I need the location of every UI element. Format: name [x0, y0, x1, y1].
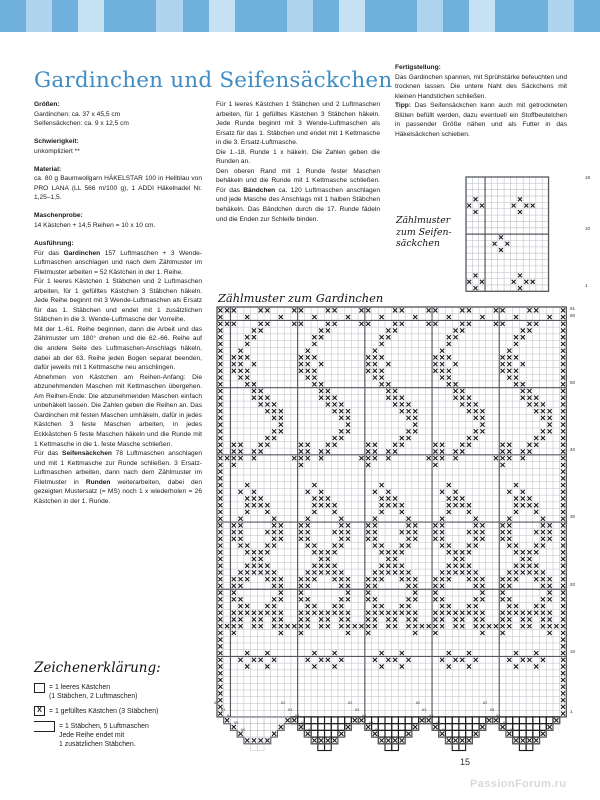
section-heading: Material:: [34, 165, 62, 173]
body-paragraph: Tipp: Das Seifensäckchen kann auch mit getrockneten Blüten befüllt werden, dazu eventuell ein Stoffbeutelchen in passender Größe nähen und als Futter in das Häkelsäckchen schieben.: [395, 102, 567, 138]
big-chart-gardinchen: [216, 306, 567, 762]
body-paragraph: Für 1 leeres Kästchen 1 Stäbchen und 2 Luftmaschen arbeiten, für 1 gefülltes Kästchen 3 Stäbchen häkeln. Jede Reihe beginnt mit 3 Wende-Luftmaschen als Ersatz für das 1. Stäbchen und endet mit 1 zusätzlichen Stäbchen in die 3. Wende-Luftmasche der Vorreihe.: [34, 278, 202, 324]
body-paragraph: Die 1.-18. Runde 1 x häkeln. Die Zahlen geben die Runden an.: [216, 148, 380, 166]
body-paragraph: Für 1 leeres Kästchen 1 Stäbchen und 2 Luftmaschen arbeiten, für 1 gefülltes Kästchen 3 Stäbchen häkeln. Jede Runde beginnt mit 3 Wende-Luftmaschen als Ersatz für das 1. Stäbchen und endet mit 1 Kettmasche in die 3. Ersatz-Luftmasche.: [216, 101, 380, 147]
stripe-segment: [548, 0, 574, 32]
section-heading: Größen:: [34, 101, 60, 108]
body-paragraph: Gardinchen: ca. 37 x 45,5 cm: [34, 110, 121, 118]
legend-items: [34, 682, 219, 750]
row-label: 1: [570, 709, 573, 714]
legend-title: Zeichenerklärung:: [34, 660, 161, 676]
stripe-segment: [495, 0, 521, 32]
bottom-row-label: 62: [348, 700, 353, 705]
page-number: 15: [459, 757, 470, 767]
stripe-segment: [417, 0, 443, 32]
legend-row: [34, 721, 219, 750]
text-column-middle: [216, 100, 380, 224]
bottom-row-label: 64: [362, 713, 367, 718]
bottom-row-label: 63: [288, 707, 293, 712]
page-title: Gardinchen und Seifensäckchen: [34, 68, 393, 93]
body-paragraph: 14 Kästchen + 14,5 Reihen = 10 x 10 cm.: [34, 221, 156, 229]
small-chart-canvas: [465, 176, 550, 292]
stripe-segment: [287, 0, 313, 32]
legend-label: = 1 leeres Kästchen (1 Stäbchen, 2 Luftmaschen): [49, 684, 138, 701]
bottom-row-label: 65: [436, 720, 441, 725]
bottom-row-label: 63: [221, 707, 226, 712]
body-paragraph: Abnehmen von Kästchen am Reihen-Anfang: Die abzunehmenden Maschen mit Kettmaschen übergehen. Am Reihen-Ende: Die abzunehmenden Maschen einfach unbehäkelt lassen. Die Zahlen geben die Reihen an. Das Gardinchen mit festen Maschen umhäkeln, dafür in jedes Kästchen 3 feste Maschen arbeiten, in jedes Eckkästchen 5 feste Maschen häkeln und die Runde mit 1 Kettmasche in die 1. feste Masche schließen.: [34, 373, 202, 448]
stripe-segment: [339, 0, 365, 32]
body-paragraph: Den oberen Rand mit 1 Runde fester Maschen behäkeln und die Runde mit 1 Kettmasche schließen. Für das Bändchen ca. 120 Luftmaschen anschlagen und jede Masche des Anschlags mit 1 halben Stäbchen behäkeln. Das Bändchen durch die 17. Runde fädeln und die Enden zur Schleife binden.: [216, 167, 380, 223]
section-heading: Maschenprobe:: [34, 212, 83, 220]
body-paragraph: Mit der 1.-61. Reihe beginnen, dann die Arbeit und das Zählmuster um 180° drehen und die 62.-66. Reihe auf die andere Seite des Luftmaschen-Anschlags häkeln, dabei ab der 63. Reihe jeden Bogen separat beenden, dafür jeweils mit 1 Kettmasche neu anschlingen.: [34, 325, 202, 372]
body-paragraph: unkompliziert **: [34, 147, 80, 155]
body-paragraph: ca. 80 g Baumwollgarn HÄKELSTAR 100 in Hellblau von PRO LANA (LL 566 m/100 g), 1 ADDI Häkelnadel Nr. 1,25–1,5.: [34, 175, 202, 202]
big-chart-canvas: [216, 306, 567, 762]
stripe-segment: [104, 0, 130, 32]
stripe-segment: [235, 0, 261, 32]
row-label: 20: [570, 582, 576, 587]
stripe-segment: [574, 0, 600, 32]
stripe-segment: [469, 0, 495, 32]
big-chart-row-labels: [566, 306, 590, 726]
section-heading: Ausführung:: [34, 240, 74, 248]
stripe-segment: [183, 0, 209, 32]
body-paragraph: Für das Seifensäckchen 78 Luftmaschen anschlagen und mit 1 Kettmasche zur Runde schließen. 3 Ersatz-Luftmaschen arbeiten, dann nach dem Zählmuster im Filetmuster in Runden weiterarbeiten, dabei den gezeigten Mustersatz (= MS) noch 1 x wiederholen = 26 Kästchen in der 1. Runde.: [34, 450, 203, 505]
row-label: 61: [570, 306, 576, 311]
bottom-row-label: 65: [369, 720, 374, 725]
body-paragraph: Das Gardinchen spannen, mit Sprühstärke befeuchten und trocknen lassen. Die untere Naht des Säckchens mit kleinen Handstichen schließen.: [395, 73, 567, 100]
row-label: 10: [570, 649, 576, 654]
row-label: 40: [570, 447, 576, 452]
stripe-segment: [52, 0, 78, 32]
decorative-stripe-band: [0, 0, 600, 32]
section-heading: Fertigstellung:: [395, 64, 441, 71]
body-paragraph: Seifensäckchen: ca. 9 x 12,5 cm: [34, 120, 129, 128]
bottom-row-label: 66: [308, 727, 313, 732]
bottom-row-label: 65: [301, 720, 306, 725]
text-column-right: [395, 63, 567, 139]
stripe-segment: [365, 0, 391, 32]
bottom-row-label: 66: [241, 727, 246, 732]
arc-cell-icon: [34, 721, 55, 732]
small-chart-row-labels: [583, 176, 599, 294]
text-column-left: [34, 100, 202, 506]
stripe-segment: [156, 0, 182, 32]
row-label: 60: [570, 313, 576, 318]
stripe-segment: [78, 0, 104, 32]
stripe-segment: [209, 0, 235, 32]
filled-cell-icon: X: [34, 706, 45, 716]
bottom-row-label: 63: [355, 707, 360, 712]
legend-label: = 1 Stäbchen, 5 Luftmaschen Jede Reihe endet mit 1 zusätzlichen Stäbchen.: [59, 722, 149, 749]
bottom-row-label: 65: [234, 720, 239, 725]
row-label: 18: [585, 175, 591, 180]
stripe-segment: [391, 0, 417, 32]
bottom-row-label: 64: [496, 713, 501, 718]
stripe-segment: [522, 0, 548, 32]
small-chart-seifensaeckchen: [465, 176, 550, 292]
big-chart-title: Zählmuster zum Gardinchen: [218, 291, 384, 305]
bottom-row-label: 66: [375, 727, 380, 732]
legend-label: = 1 gefülltes Kästchen (3 Stäbchen): [49, 707, 159, 715]
bottom-row-label: 64: [429, 713, 434, 718]
row-label: 50: [570, 380, 576, 385]
empty-cell-icon: [34, 683, 45, 693]
bottom-row-label: 63: [490, 707, 495, 712]
big-chart-bottom-row-labels: [216, 700, 566, 755]
bottom-row-label: 62: [214, 700, 219, 705]
legend-row: [34, 706, 219, 717]
stripe-segment: [261, 0, 287, 32]
legend-row: [34, 682, 219, 701]
legend-zeichenerklaerung: [34, 660, 219, 754]
section-heading: Schwierigkeit:: [34, 138, 79, 146]
bottom-row-label: 62: [281, 700, 286, 705]
row-label: 10: [585, 226, 591, 231]
row-label: 30: [570, 514, 576, 519]
stripe-segment: [0, 0, 26, 32]
bottom-row-label: 64: [227, 713, 232, 718]
watermark: PassionForum.ru: [470, 778, 567, 790]
bottom-row-label: 63: [422, 707, 427, 712]
stripe-segment: [26, 0, 52, 32]
bottom-row-label: 66: [442, 727, 447, 732]
bottom-row-label: 62: [416, 700, 421, 705]
small-chart-caption: Zählmuster zum Seifen- säckchen: [396, 215, 452, 250]
body-paragraph: Für das Gardinchen 157 Luftmaschen + 3 Wende-Luftmaschen anschlagen und nach dem Zählmuster im Filetmuster arbeiten = 52 Kästchen in der 1. Reihe.: [34, 249, 203, 276]
stripe-segment: [313, 0, 339, 32]
bottom-row-label: 66: [510, 727, 515, 732]
bottom-row-label: 62: [483, 700, 488, 705]
row-label: 1: [585, 283, 588, 288]
bottom-row-label: 65: [503, 720, 508, 725]
bottom-row-label: 64: [295, 713, 300, 718]
stripe-segment: [130, 0, 156, 32]
stripe-segment: [443, 0, 469, 32]
